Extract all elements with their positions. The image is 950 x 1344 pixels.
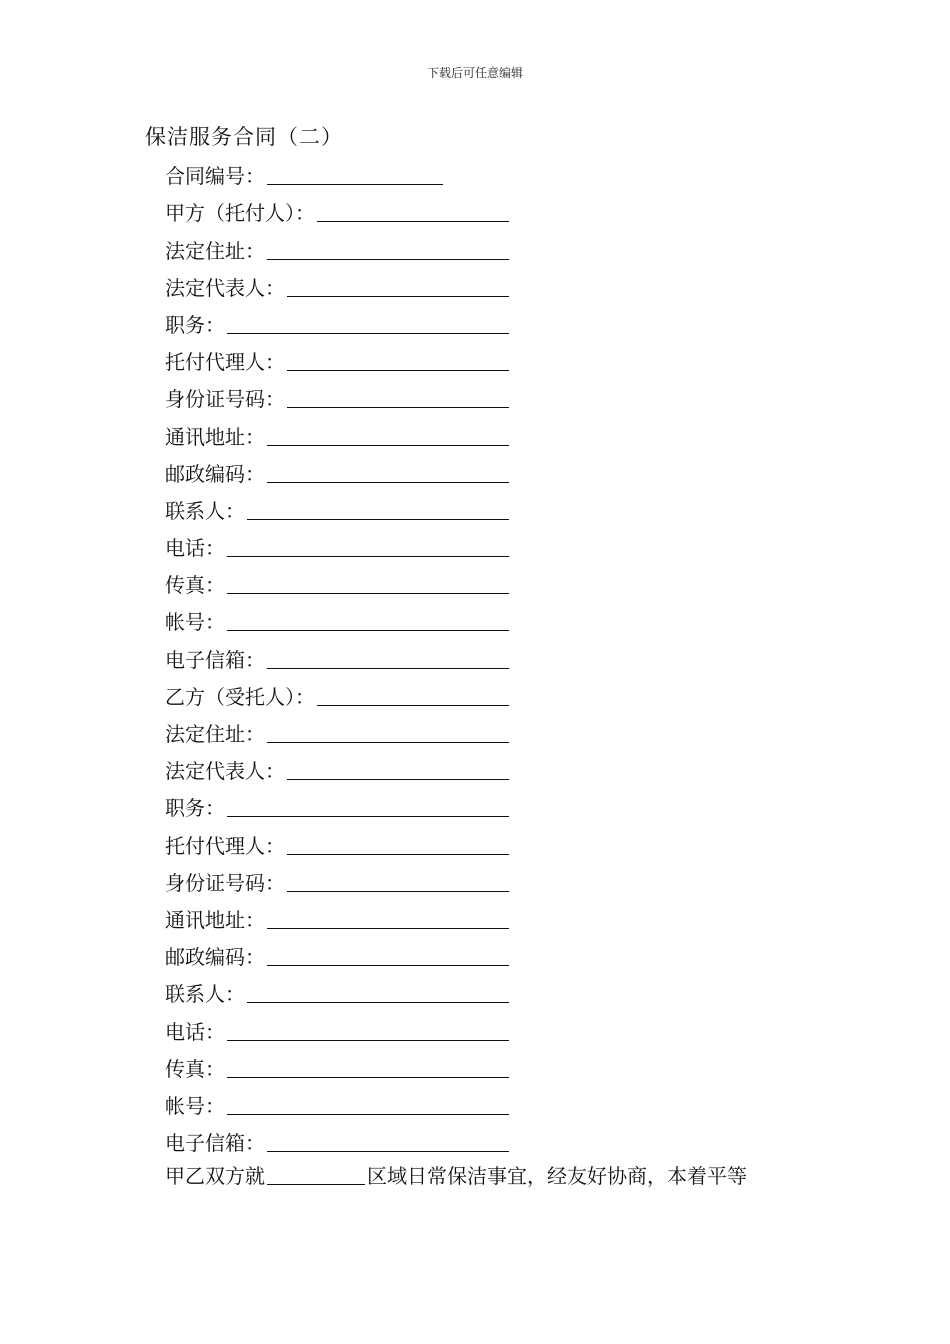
- field-label: 帐号：: [165, 610, 225, 635]
- closing-paragraph: [165, 1163, 845, 1189]
- field-row: [165, 896, 545, 933]
- field-row: [165, 784, 545, 821]
- field-row: [165, 338, 545, 375]
- field-blank[interactable]: [287, 406, 509, 408]
- field-blank[interactable]: [287, 778, 509, 780]
- field-row: [165, 264, 545, 301]
- field-row: [165, 524, 545, 561]
- field-blank[interactable]: [267, 444, 509, 446]
- field-blank[interactable]: [267, 667, 509, 669]
- field-label: 电子信箱：: [165, 1131, 265, 1156]
- field-blank[interactable]: [287, 890, 509, 892]
- contract-fields: [165, 152, 545, 1156]
- field-row: [165, 673, 545, 710]
- field-label: 身份证号码：: [165, 387, 285, 412]
- field-row: [165, 375, 545, 412]
- field-label: 职务：: [165, 312, 225, 337]
- field-row: [165, 487, 545, 524]
- field-label: 邮政编码：: [165, 945, 265, 970]
- field-row: [165, 1007, 545, 1044]
- field-blank[interactable]: [227, 1039, 509, 1041]
- field-row: [165, 821, 545, 858]
- field-label: 托付代理人：: [165, 833, 285, 858]
- field-blank[interactable]: [267, 258, 509, 260]
- field-label: 联系人：: [165, 498, 245, 523]
- field-row: [165, 1082, 545, 1119]
- field-label: 法定住址：: [165, 238, 265, 263]
- field-blank[interactable]: [287, 295, 509, 297]
- closing-text-before: 甲乙双方就: [165, 1164, 265, 1188]
- field-blank[interactable]: [247, 1001, 509, 1003]
- field-row: [165, 152, 545, 189]
- field-label: 传真：: [165, 573, 225, 598]
- field-label: 合同编号：: [165, 164, 265, 189]
- field-label: 帐号：: [165, 1093, 225, 1118]
- field-blank[interactable]: [247, 518, 509, 520]
- field-blank[interactable]: [267, 927, 509, 929]
- field-blank[interactable]: [287, 369, 509, 371]
- field-label: 职务：: [165, 796, 225, 821]
- field-row: [165, 710, 545, 747]
- field-blank[interactable]: [267, 964, 509, 966]
- area-blank[interactable]: [267, 1183, 365, 1185]
- field-blank[interactable]: [227, 815, 509, 817]
- field-row: [165, 859, 545, 896]
- field-label: 身份证号码：: [165, 870, 285, 895]
- field-blank[interactable]: [227, 629, 509, 631]
- field-row: [165, 747, 545, 784]
- field-blank[interactable]: [227, 592, 509, 594]
- document-title: 保洁服务合同（二）: [145, 125, 343, 149]
- closing-text-after: 区域日常保洁事宜，经友好协商，本着平等: [367, 1164, 747, 1188]
- field-row: [165, 301, 545, 338]
- field-row: [165, 598, 545, 635]
- field-blank[interactable]: [267, 183, 443, 185]
- field-blank[interactable]: [227, 1113, 509, 1115]
- field-blank[interactable]: [227, 1076, 509, 1078]
- field-label: 通讯地址：: [165, 424, 265, 449]
- field-blank[interactable]: [227, 332, 509, 334]
- field-blank[interactable]: [267, 741, 509, 743]
- field-label: 法定代表人：: [165, 275, 285, 300]
- field-blank[interactable]: [287, 853, 509, 855]
- field-row: [165, 1045, 545, 1082]
- field-label: 法定代表人：: [165, 759, 285, 784]
- field-label: 电话：: [165, 536, 225, 561]
- field-label: 传真：: [165, 1056, 225, 1081]
- field-label: 托付代理人：: [165, 350, 285, 375]
- field-label: 乙方（受托人）：: [165, 684, 315, 709]
- field-label: 甲方（托付人）：: [165, 201, 315, 226]
- field-label: 电子信箱：: [165, 647, 265, 672]
- field-label: 电话：: [165, 1019, 225, 1044]
- field-row: [165, 635, 545, 672]
- field-blank[interactable]: [317, 704, 509, 706]
- field-row: [165, 561, 545, 598]
- field-row: [165, 970, 545, 1007]
- field-row: [165, 1119, 545, 1156]
- field-row: [165, 450, 545, 487]
- field-label: 法定住址：: [165, 722, 265, 746]
- field-blank[interactable]: [267, 1150, 509, 1152]
- field-row: [165, 412, 545, 449]
- page-header-note: 下载后可任意编辑: [426, 66, 523, 80]
- field-blank[interactable]: [317, 220, 509, 222]
- field-label: 邮政编码：: [165, 461, 265, 486]
- field-label: 通讯地址：: [165, 907, 265, 932]
- field-blank[interactable]: [267, 481, 509, 483]
- field-row: [165, 933, 545, 970]
- field-label: 联系人：: [165, 982, 245, 1007]
- field-blank[interactable]: [227, 555, 509, 557]
- field-row: [165, 189, 545, 226]
- field-row: [165, 226, 545, 263]
